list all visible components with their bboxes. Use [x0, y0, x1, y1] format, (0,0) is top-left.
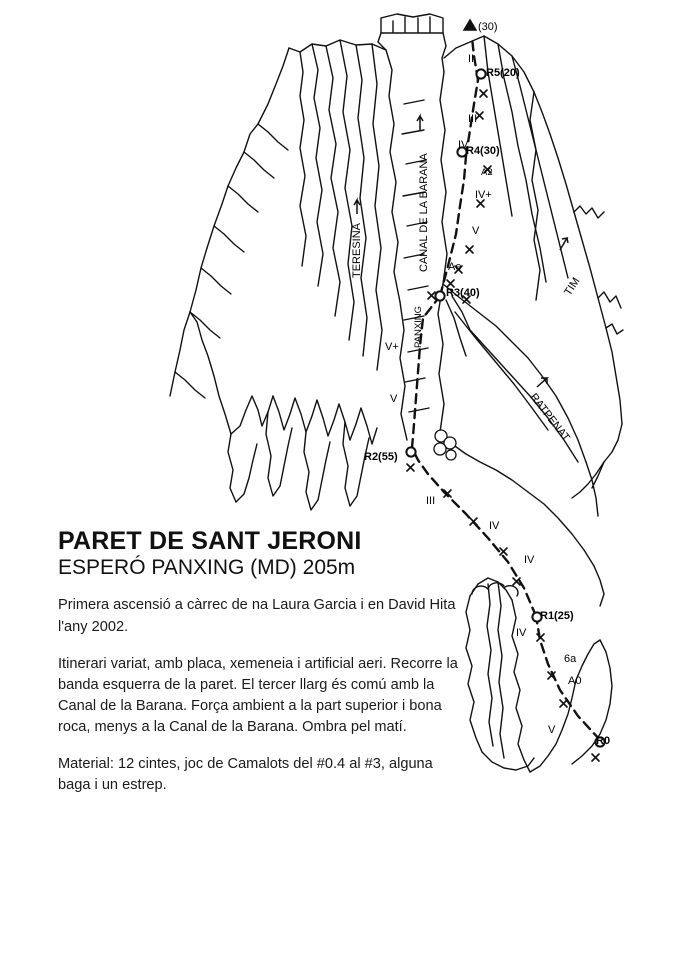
- belay-label-r5: R5(20): [486, 67, 520, 79]
- pitch-grade-p4: IV: [458, 139, 469, 151]
- feature-label-panxing: PANXING: [413, 305, 424, 348]
- pitch-grade-p2: III: [426, 495, 436, 507]
- route-subtitle: ESPERÓ PANXING (MD) 205m: [58, 556, 356, 580]
- pitch-grade-p0: V: [548, 724, 556, 736]
- page-title: PARET DE SANT JERONI: [58, 527, 362, 555]
- belay-label-r2: R2(55): [364, 451, 398, 463]
- route-description: [58, 528, 458, 797]
- pitch-grade-p2c: IV: [524, 554, 535, 566]
- feature-label-canal-de-la-barana: CANAL DE LA BARANA: [418, 153, 430, 272]
- pitch-grade-a0: A0: [568, 675, 582, 687]
- pitch-grade-p3b: V: [390, 393, 398, 405]
- description-paragraph-2: Itinerari variat, amb placa, xemeneia i artificial aeri. Recorre la banda esquerra de la paret. El tercer llarg és comú amb la Canal de la Barana. Força ambient a la part superior i bona roca, menys a la Canal de la Barana. Ombra pel matí.: [58, 655, 458, 736]
- pitch-grade-ae: Ae: [448, 261, 462, 273]
- description-paragraph-1: Primera ascensió a càrrec de na Laura Garcia i en David Hita l'any 2002.: [58, 597, 456, 635]
- pitch-grade-6a: 6a: [564, 653, 577, 665]
- pitch-grade-a2: A2: [481, 167, 493, 178]
- description-paragraph-3: Material: 12 cintes, joc de Camalots del #0.4 al #3, alguna baga i un estrep.: [58, 756, 433, 794]
- pitch-grade-p5: II: [468, 53, 475, 65]
- pitch-grade-p1: IV: [516, 627, 527, 639]
- belay-label-r0: R0: [596, 735, 611, 747]
- feature-label-tim: TIM: [562, 275, 583, 298]
- pitch-grade-p3: V+: [385, 341, 399, 353]
- belay-label-r3: R3(40): [446, 287, 480, 299]
- belay-label-r1: R1(25): [540, 610, 574, 622]
- pitch-grade-p5b: III: [468, 113, 478, 125]
- pitch-grade-p4b: IV+: [475, 189, 492, 201]
- feature-label-ratpenat: RATPENAT: [527, 391, 572, 444]
- pitch-grade-p4c: V: [472, 225, 480, 237]
- belay-label-r4: R4(30): [466, 145, 500, 157]
- feature-label-teresina: TERESINA: [351, 222, 363, 278]
- pitch-grade-p2b: IV: [489, 520, 500, 532]
- pitch-grade-summit: (30): [478, 21, 498, 33]
